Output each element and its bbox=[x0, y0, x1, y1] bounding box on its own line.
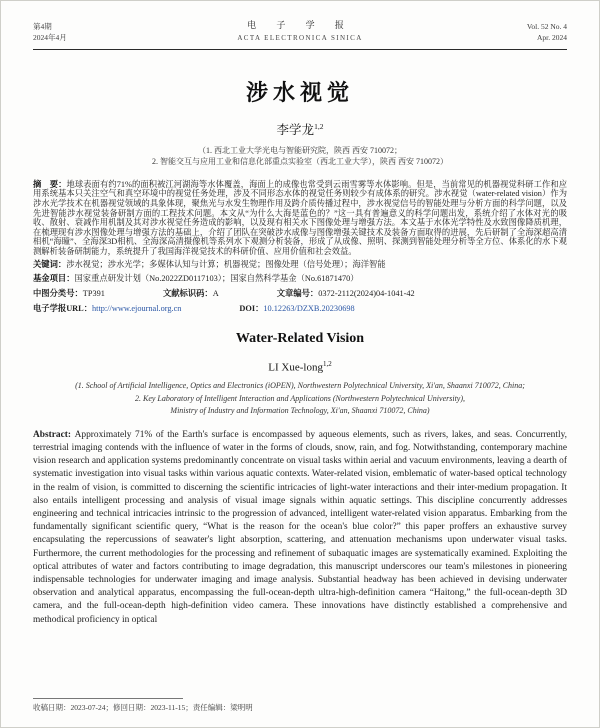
abstract-cn-label: 摘 要： bbox=[33, 179, 67, 189]
abstract-cn bbox=[33, 180, 567, 257]
abstract-cn-text: 地球表面有约71%的面积被江河湖海等水体覆盖，海面上的成像也常受到云雨雪雾等水体影响。但是，当前常见的机器视觉科研工作和应用系统基本只关注空气和真空环境中的视觉任务处理，涉及不同形态水体的视觉任务则较少有成体系的研究。涉水视觉（water-related vision）作为涉水光学技术在机器视觉领域的具象体现，聚焦光与水发生物理作用及跨介质传播过程中，涉水视觉信号的智能处理与分析方面的科学问题，以及先进智能涉水视觉装备研制方面的工程技术问题。本文从“为什么大海是蓝色的？”这一具有普遍意义的科学问题出发，系统介绍了水体对光的吸收、散射、衰减作用机制及其对涉水视觉任务造成的影响，以及现有相关水下图像处理与增强方法。本文基于水体光学特性及水致图像降质机理，在梳理现有涉水图像处理与增强方法的基础上，介绍了团队在突破涉水成像与图像增强关键技术及装备方面取得的进展，先后研制了全海深超高清相机“海瞳”、全海深3D相机、全海深高清摄像机等系列水下观测分析装备，形成了从成像、照明、探测到智能处理分析等全方位、体系化的水下观测解析装备研制能力，系统提升了我国海洋视觉技术的科研价值、应用价值和社会效益。 bbox=[33, 179, 567, 256]
author-en-name: LI Xue-long bbox=[268, 361, 323, 374]
affiliation-en-3: Ministry of Industry and Information Technology, Xi'an, Shaanxi 710072, China) bbox=[170, 406, 430, 416]
author-cn-name: 李学龙 bbox=[276, 122, 315, 137]
footnote-text: 收稿日期：2023-07-24；修回日期：2023-11-15；责任编辑：梁明明 bbox=[33, 703, 253, 712]
doc-code-label: 文献标识码： bbox=[162, 289, 213, 299]
keywords-label: 关键词： bbox=[33, 260, 67, 270]
keywords-line bbox=[33, 260, 567, 271]
journal-url-link[interactable]: http://www.ejournal.org.cn bbox=[92, 303, 182, 313]
url-doi-line bbox=[33, 302, 567, 314]
author-en-affil-marks: 1,2 bbox=[322, 359, 332, 368]
clc-value: TP391 bbox=[82, 289, 105, 299]
header-issue-block bbox=[33, 21, 103, 44]
header-volume: Vol. 52 No. 4 bbox=[526, 21, 567, 31]
journal-url-item bbox=[33, 302, 181, 314]
doc-code-value: A bbox=[212, 289, 219, 299]
funding-text: 国家重点研发计划（No.2022ZD0117103）；国家自然科学基金（No.61871470） bbox=[74, 274, 359, 284]
footnote-rule bbox=[33, 698, 183, 699]
abstract-en-label: Abstract: bbox=[33, 429, 72, 440]
author-cn-affil-marks: 1,2 bbox=[314, 121, 324, 131]
funding-label: 基金项目： bbox=[33, 274, 75, 284]
received-date-footnote bbox=[33, 698, 567, 713]
affiliations-cn bbox=[33, 145, 567, 167]
affiliation-cn-2: 2. 智能交互与应用工业和信息化部重点实验室（西北工业大学），陕西 西安 710072） bbox=[152, 156, 448, 166]
journal-title-cn: 电 子 学 报 bbox=[247, 20, 353, 30]
running-head bbox=[33, 19, 567, 50]
doi-label: DOI： bbox=[239, 303, 264, 313]
doi-item bbox=[239, 302, 354, 314]
article-id-item bbox=[277, 287, 415, 299]
header-journal-block bbox=[103, 19, 497, 44]
clc-label: 中图分类号： bbox=[33, 289, 83, 299]
header-issue-no: 第4期 bbox=[33, 21, 52, 31]
abstract-en bbox=[33, 429, 567, 627]
article-title-en: Water-Related Vision bbox=[235, 330, 365, 346]
article-id-value: 0372-2112(2024)04-1041-42 bbox=[318, 289, 415, 299]
keywords-text: 涉水视觉；涉水光学；多媒体认知与计算；机器视觉；图像处理（信号处理）；海洋智能 bbox=[66, 260, 386, 270]
affiliation-cn-1: （1. 西北工业大学光电与智能研究院，陕西 西安 710072； bbox=[198, 145, 402, 155]
journal-url-label: 电子学报URL： bbox=[33, 303, 93, 313]
affiliations-en bbox=[33, 380, 567, 418]
header-issue-date: 2024年4月 bbox=[33, 33, 67, 43]
article-title-cn: 涉水视觉 bbox=[245, 79, 354, 105]
funding-line bbox=[33, 274, 567, 285]
affiliation-en-2: 2. Key Laboratory of Intelligent Interaction and Applications (Northwestern Polytechnical University), bbox=[134, 393, 466, 403]
header-month: Apr. 2024 bbox=[537, 33, 567, 43]
header-volume-block bbox=[497, 21, 567, 44]
article-id-label: 文章编号： bbox=[276, 289, 319, 299]
doc-code-item bbox=[163, 287, 219, 299]
affiliation-en-1: (1. School of Artificial Intelligence, Optics and Electronics (iOPEN), Northwestern Polytechnical University, Xi'an, Shaanxi 710072, China; bbox=[75, 381, 525, 391]
clc-item bbox=[33, 287, 105, 299]
author-en bbox=[33, 360, 567, 374]
abstract-en-text: Approximately 71% of the Earth's surface is encompassed by aqueous elements, such as rivers, lakes, and seas. Concurrently, terrestrial imaging contends with the influence of water in the forms of clouds, snow, rain, and fog. Notwithstanding, contemporary machine vision research and application systems predominantly concentrate on visual tasks within aerial and vacuum environments, leaving a dearth of systematic investigation into visual tasks within various aquatic contexts. Water-related vision, emblematic of water-based optical technology in the realm of vision, is committed to discerning the scientific intricacies of light-water interactions and their inter-medium propagation. It also entails intelligent processing and analysis of visual image signals within aquatic settings. This discipline concurrently addresses engineering and technical intricacies intrinsic to the progression of advanced, intelligent water-related vision apparatus. Embarking from the fundamentally significant scientific query, “What is the reason for the ocean's blue color?” this paper proffers an exhaustive survey encapsulating the repercussions of seawater's light absorption, scattering, and attenuation mechanisms upon underwater visual tasks. Furthermore, the current methodologies for the processing and refinement of subaquatic images are systematically examined. Exploiting the optical attributes of water and factors contributing to image degradation, this manuscript underscores our team's milestones in pioneering indispensable technologies for underwater imaging and image analysis. Substantial headway has been achieved in devising underwater observation and analytical apparatus, encompassing the full-ocean-depth ultra-high-definition camera “Haitong,” the full-ocean-depth 3D camera, and the full-ocean-depth high-definition video camera. These innovations have distinctly established a comprehensive and methodical proficiency in optical bbox=[33, 429, 567, 625]
doi-link[interactable]: 10.12263/DZXB.20230698 bbox=[263, 303, 355, 313]
classification-line bbox=[33, 287, 567, 299]
journal-title-en: ACTA ELECTRONICA SINICA bbox=[237, 33, 363, 42]
author-cn bbox=[33, 120, 567, 138]
